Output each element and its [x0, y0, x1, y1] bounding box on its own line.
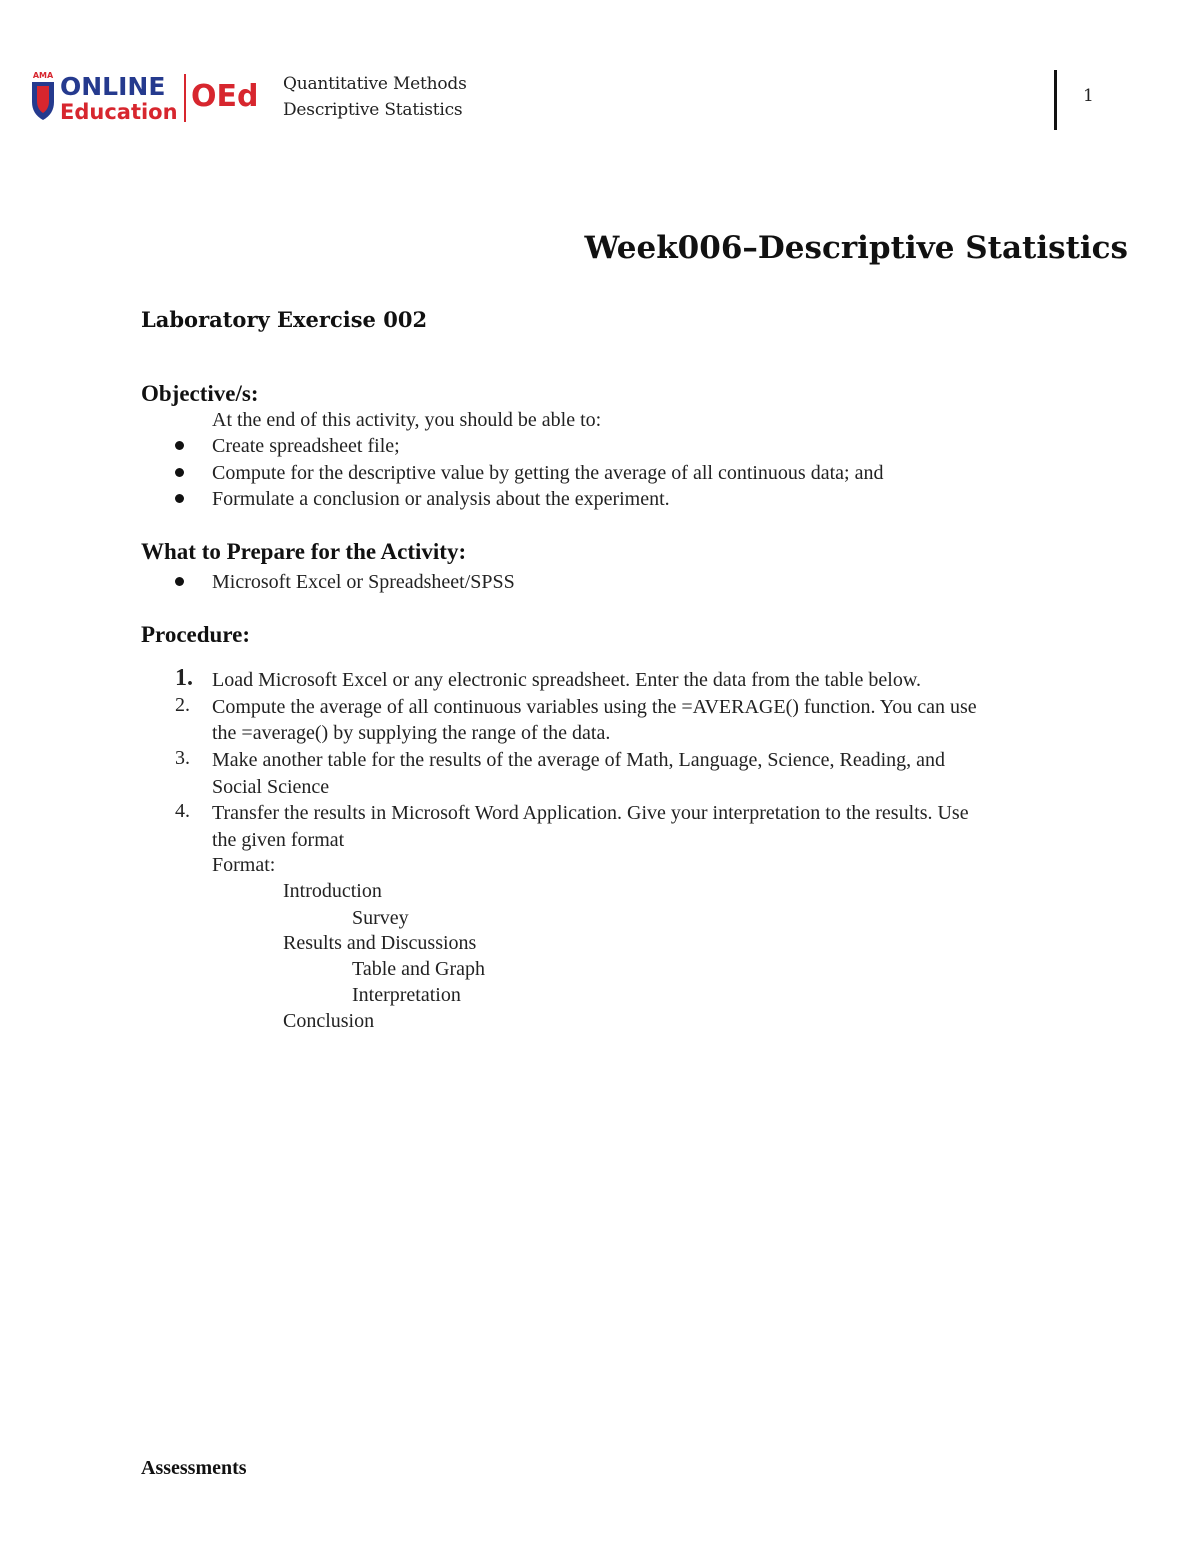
procedure-step-line: Make another table for the results of the average of Math, Language, Science, Reading, and	[212, 749, 946, 771]
header-course: Quantitative Methods	[283, 74, 467, 94]
prepare-heading: What to Prepare for the Activity:	[141, 539, 467, 564]
assessments-heading: Assessments	[141, 1457, 247, 1479]
format-table-graph: Table and Graph	[352, 958, 485, 980]
document-title: Week006–Descriptive Statistics	[584, 230, 1128, 266]
format-conclusion: Conclusion	[283, 1010, 375, 1032]
format-results: Results and Discussions	[283, 932, 477, 954]
objectives-heading: Objective/s:	[141, 381, 259, 406]
procedure-step-line: the =average() by supplying the range of the data.	[212, 722, 611, 744]
step-number: 2.	[175, 694, 190, 716]
format-label: Format:	[212, 854, 276, 876]
format-introduction: Introduction	[283, 880, 382, 902]
procedure-heading: Procedure:	[141, 622, 251, 647]
objectives-intro: At the end of this activity, you should be able to:	[212, 409, 602, 431]
format-interpretation: Interpretation	[352, 984, 461, 1006]
prepare-item: Microsoft Excel or Spreadsheet/SPSS	[212, 571, 515, 593]
step-number: 4.	[175, 800, 190, 822]
procedure-step-line: Social Science	[212, 776, 330, 798]
procedure-step-line: Transfer the results in Microsoft Word Application. Give your interpretation to the results. Use	[212, 802, 969, 824]
online-education-logo	[28, 68, 263, 128]
format-survey: Survey	[352, 907, 409, 929]
bullet-icon	[175, 494, 184, 503]
logo-graphic	[28, 68, 263, 128]
page-number: 1	[1083, 86, 1094, 106]
objective-item: Formulate a conclusion or analysis about the experiment.	[212, 488, 670, 510]
logo-oed-text: OEd	[191, 79, 259, 114]
step-number: 1.	[175, 665, 193, 691]
procedure-step-line: Load Microsoft Excel or any electronic spreadsheet. Enter the data from the table below.	[212, 669, 921, 691]
bullet-icon	[175, 468, 184, 477]
logo-emblem-text: AMA	[32, 71, 54, 80]
objective-item: Create spreadsheet file;	[212, 435, 400, 457]
lab-exercise-title: Laboratory Exercise 002	[141, 307, 428, 332]
objective-item: Compute for the descriptive value by getting the average of all continuous data; and	[212, 462, 884, 484]
header-topic: Descriptive Statistics	[283, 100, 463, 120]
header-divider	[1054, 70, 1057, 130]
procedure-step-line: Compute the average of all continuous variables using the =AVERAGE() function. You can use	[212, 696, 977, 718]
step-number: 3.	[175, 747, 190, 769]
bullet-icon	[175, 577, 184, 586]
logo-online-text: ONLINE	[60, 72, 166, 101]
bullet-icon	[175, 441, 184, 450]
procedure-step-line: the given format	[212, 829, 345, 851]
logo-education-text: Education	[60, 100, 178, 124]
